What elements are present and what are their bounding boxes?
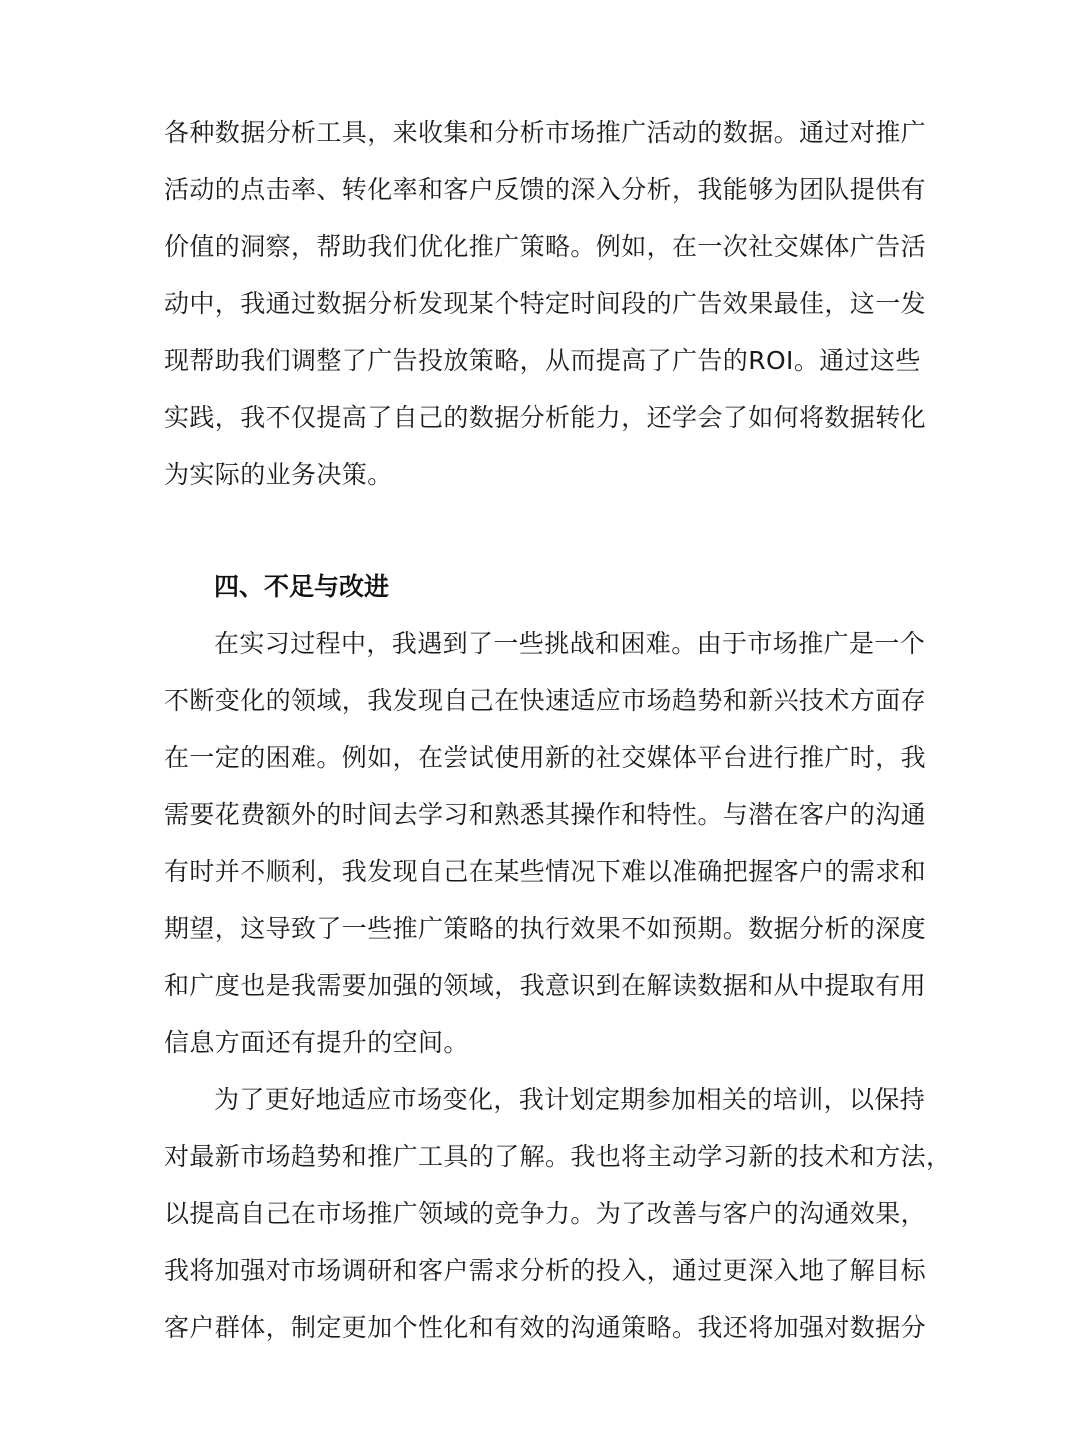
paragraph-3-line-1: 为了更好地适应市场变化，我计划定期参加相关的培训，以保持	[214, 1085, 926, 1114]
paragraph-1-line-5: 现帮助我们调整了广告投放策略，从而提高了广告的ROI。通过这些	[164, 346, 921, 375]
paragraph-2-line-7: 和广度也是我需要加强的领域，我意识到在解读数据和从中提取有用	[164, 971, 927, 1000]
paragraph-2-line-8: 信息方面还有提升的空间。	[164, 1028, 469, 1057]
paragraph-2-line-4: 需要花费额外的时间去学习和熟悉其操作和特性。与潜在客户的沟通	[164, 800, 927, 829]
paragraph-1-line-7: 为实际的业务决策。	[164, 460, 393, 489]
paragraph-1-line-3: 价值的洞察，帮助我们优化推广策略。例如，在一次社交媒体广告活	[164, 232, 927, 261]
paragraph-2-line-3: 在一定的困难。例如，在尝试使用新的社交媒体平台进行推广时，我	[164, 743, 927, 772]
paragraph-2-line-5: 有时并不顺利，我发现自己在某些情况下难以准确把握客户的需求和	[164, 857, 927, 886]
paragraph-1-line-1: 各种数据分析工具，来收集和分析市场推广活动的数据。通过对推广	[164, 118, 927, 147]
paragraph-3-line-4: 我将加强对市场调研和客户需求分析的投入，通过更深入地了解目标	[164, 1256, 927, 1285]
paragraph-1-line-4: 动中，我通过数据分析发现某个特定时间段的广告效果最佳，这一发	[164, 289, 927, 318]
section-heading: 四、不足与改进	[214, 572, 390, 601]
paragraph-3-line-5: 客户群体，制定更加个性化和有效的沟通策略。我还将加强对数据分	[164, 1313, 927, 1342]
paragraph-3-line-3: 以提高自己在市场推广领域的竞争力。为了改善与客户的沟通效果，	[164, 1199, 927, 1228]
paragraph-3-line-2: 对最新市场趋势和推广工具的了解。我也将主动学习新的技术和方法，	[164, 1142, 952, 1171]
paragraph-2-line-6: 期望，这导致了一些推广策略的执行效果不如预期。数据分析的深度	[164, 914, 927, 943]
paragraph-2-line-1: 在实习过程中，我遇到了一些挑战和困难。由于市场推广是一个	[214, 629, 926, 658]
paragraph-1-line-2: 活动的点击率、转化率和客户反馈的深入分析，我能够为团队提供有	[164, 175, 927, 204]
paragraph-1-line-6: 实践，我不仅提高了自己的数据分析能力，还学会了如何将数据转化	[164, 403, 927, 432]
paragraph-2-line-2: 不断变化的领域，我发现自己在快速适应市场趋势和新兴技术方面存	[164, 686, 927, 715]
